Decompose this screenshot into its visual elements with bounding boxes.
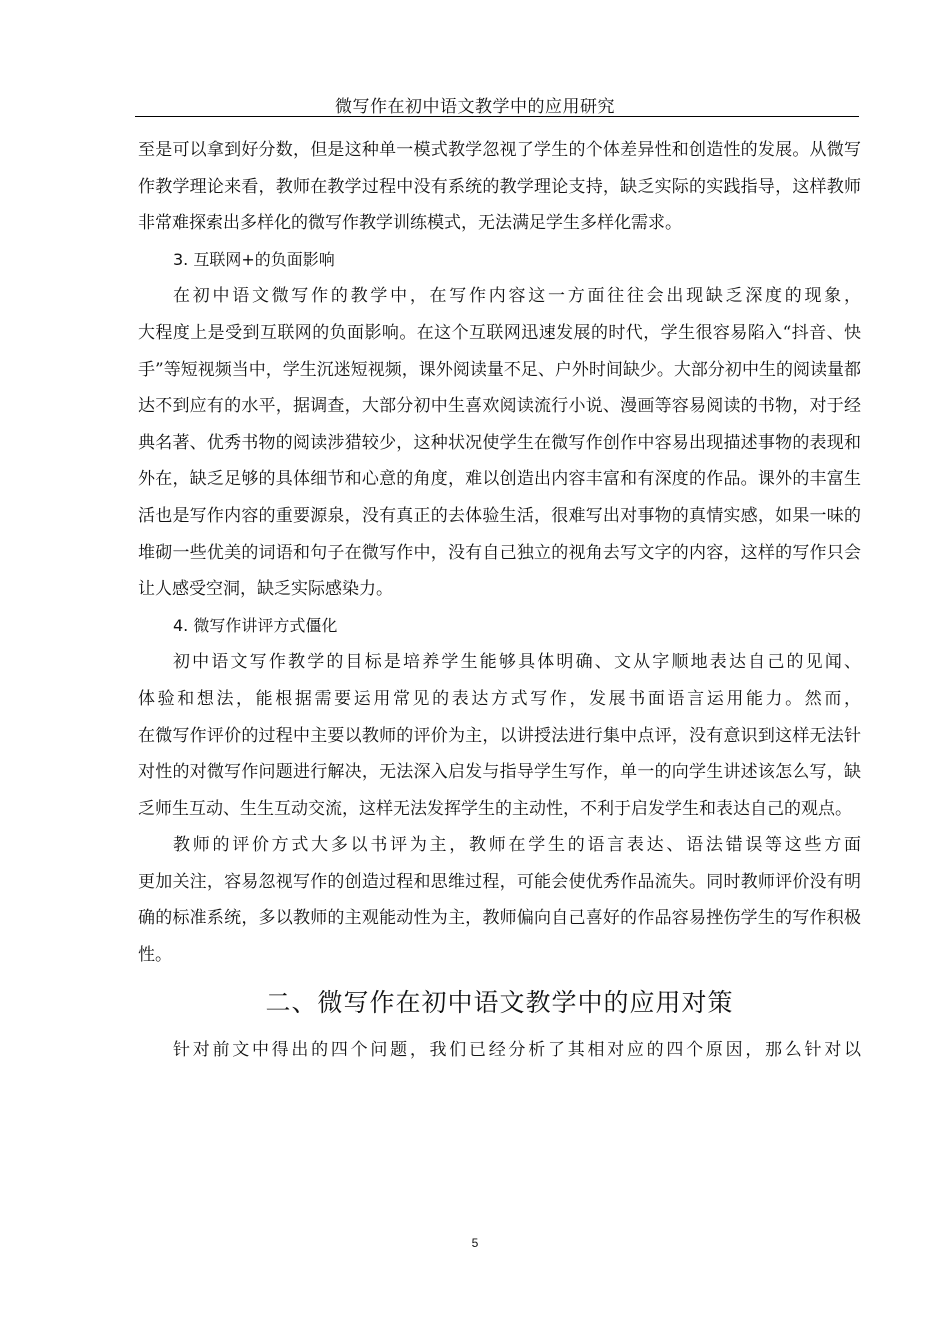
paragraph-teacher-line1: 教师的评价方式大多以书评为主，教师在学生的语言表达、语法错误等这些方面 [173, 835, 861, 856]
subheading-internet-impact: 3. 互联网+的负面影响 [173, 249, 335, 269]
paragraph-evaluation-line2: 体验和想法，能根据需要运用常见的表达方式写作，发展书面语言运用能力。然而， [138, 688, 861, 709]
paragraph-evaluation-body: 在微写作评价的过程中主要以教师的评价为主，以讲授法进行集中点评，没有意识到这样无法针对性的对微写作问题进行解决，无法深入启发与指导学生写作，单一的向学生讲述该怎么写，缺乏师生互动、生生互动交流，这样无法发挥学生的主动性，不利于启发学生和表达自己的观点。 [138, 725, 861, 819]
paragraph-internet-line1: 在初中语文微写作的教学中，在写作内容这一方面往往会出现缺乏深度的现象， [173, 286, 861, 307]
body-text [138, 132, 861, 1068]
running-header: 微写作在初中语文教学中的应用研究 [335, 97, 615, 117]
paragraph-continued: 至是可以拿到好分数，但是这种单一模式教学忽视了学生的个体差异性和创造性的发展。从微写作教学理论来看，教师在教学过程中没有系统的教学理论支持，缺乏实际的实践指导，这样教师非常难探索出多样化的微写作教学训练模式，无法满足学生多样化需求。 [138, 140, 861, 234]
section-title: 二、微写作在初中语文教学中的应用对策 [265, 987, 734, 1017]
page-number: 5 [471, 1236, 479, 1250]
paragraph-internet-body: 大程度上是受到互联网的负面影响。在这个互联网迅速发展的时代，学生很容易陷入“抖音、快手”等短视频当中，学生沉迷短视频，课外阅读量不足、户外时间缺少。大部分初中生的阅读量都达不到应有的水平，据调查，大部分初中生喜欢阅读流行小说、漫画等容易阅读的书物，对于经典名著、优秀书物的阅读涉猎较少，这种状况使学生在微写作创作中容易出现描述事物的表现和外在，缺乏足够的具体细节和心意的角度，难以创造出内容丰富和有深度的作品。课外的丰富生活也是写作内容的重要源泉，没有真正的去体验生活，很难写出对事物的真情实感，如果一味的堆砌一些优美的词语和句子在微写作中，没有自己独立的视角去写文字的内容，这样的写作只会让人感受空洞，缺乏实际感染力。 [138, 322, 861, 600]
paragraph-strategies-start: 针对前文中得出的四个问题，我们已经分析了其相对应的四个原因，那么针对以 [173, 1039, 861, 1060]
paragraph-teacher-body: 更加关注，容易忽视写作的创造过程和思维过程，可能会使优秀作品流失。同时教师评价没有明确的标准系统，多以教师的主观能动性为主，教师偏向自己喜好的作品容易挫伤学生的写作积极性。 [138, 871, 861, 966]
subheading-evaluation-rigid: 4. 微写作讲评方式僵化 [173, 615, 338, 635]
paragraph-evaluation-line1: 初中语文写作教学的目标是培养学生能够具体明确、文从字顺地表达自己的见闻、 [173, 652, 861, 673]
header-rule [135, 116, 859, 117]
